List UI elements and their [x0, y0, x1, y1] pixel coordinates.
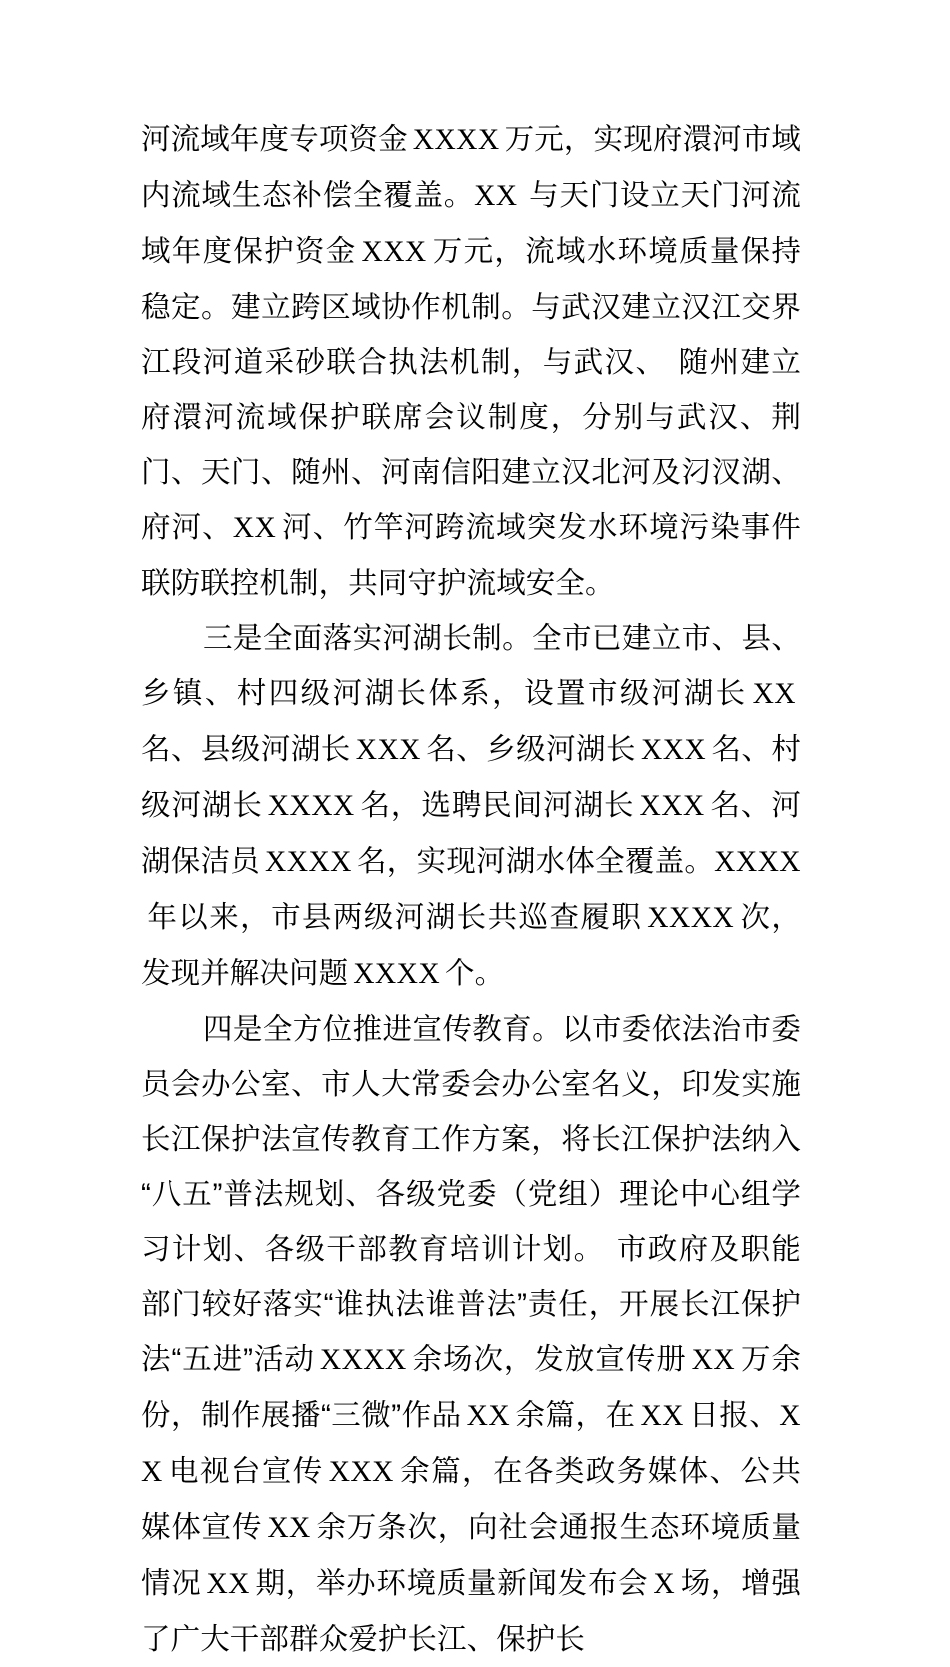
placeholder-count-articles: XXX: [328, 1456, 394, 1488]
placeholder-count-village: XXXX: [267, 790, 355, 822]
placeholder-count-media-work: XX: [466, 1400, 511, 1432]
placeholder-count-cleaner: XXXX: [265, 846, 352, 878]
paragraph-continuation: 河流域年度专项资金 XXXX 万元，实现府澴河市域内流域生态补偿全覆盖。XX 与天门设立天门河流域年度保护资金 XXX 万元，流域水环境质量保持稳定。建立跨区域协作机制。与武汉建立汉江交界江段河道采砂联合执法机制，与武汉、 随州建立府澴河流域保护联席会议制度，分别与武汉、荆门、天门、随州、河南信阳建立汉北河及汈汊湖、府河、XX 河、竹竿河跨流域突发水环境污染事件联防联控机制，共同守护流域安全。: [141, 123, 802, 600]
placeholder-newspaper: XX: [640, 1400, 684, 1432]
placeholder-count-posts: XX: [267, 1512, 311, 1544]
placeholder-amount-2: XXX: [361, 236, 427, 268]
placeholder-count-county: XXX: [355, 734, 421, 766]
placeholder-count-city: XX: [752, 678, 796, 710]
placeholder-count-township: XXX: [640, 734, 707, 766]
placeholder-count-activity: XXXX: [319, 1344, 407, 1376]
placeholder-count-problem: XXXX: [353, 958, 441, 990]
placeholder-year: XXXX: [714, 846, 801, 878]
document-text-body: [141, 112, 801, 1667]
placeholder-river: XX: [232, 512, 277, 544]
placeholder-city-1: XX: [474, 180, 518, 212]
placeholder-count-reports: XX: [206, 1568, 250, 1600]
placeholder-count-patrol: XXXX: [647, 902, 735, 934]
placeholder-tv: XX: [141, 1400, 801, 1488]
placeholder-count-brochure: XX: [691, 1344, 736, 1376]
placeholder-amount-1: XXXX: [412, 124, 500, 156]
placeholder-count-civil: XXX: [639, 790, 705, 822]
placeholder-count-press: X: [653, 1568, 676, 1600]
paragraph-item-three: 三是全面落实河湖长制。全市已建立市、县、乡镇、村四级河湖长体系，设置市级河湖长 XX名、县级河湖长 XXX 名、乡级河湖长 XXX 名、村级河湖长 XXXX 名，选聘民间河湖长 XXX 名、河湖保洁员 XXXX 名，实现河湖水体全覆盖。XXXX年以来，市县两级河湖长共巡查履职 XXXX 次，发现并解决问题 XXXX 个。: [141, 622, 801, 990]
paragraph-item-four: 四是全方位推进宣传教育。以市委依法治市委员会办公室、市人大常委会办公室名义，印发实施长江保护法宣传教育工作方案，将长江保护法纳入“八五”普法规划、各级党委（党组）理论中心组学习计划、各级干部教育培训计划。 市政府及职能部门较好落实“谁执法谁普法”责任，开展长江保护法“五进”活动 XXXX 余场次，发放宣传册 XX 万余份，制作展播“三微”作品 XX 余篇，在 XX 日报、XX 电视台宣传 XXX 余篇，在各类政务媒体、公共媒体宣传 XX 余万条次，向社会通报生态环境质量情况 XX 期，举办环境质量新闻发布会 X 场，增强了广大干部群众爱护长江、保护长: [141, 1013, 802, 1656]
